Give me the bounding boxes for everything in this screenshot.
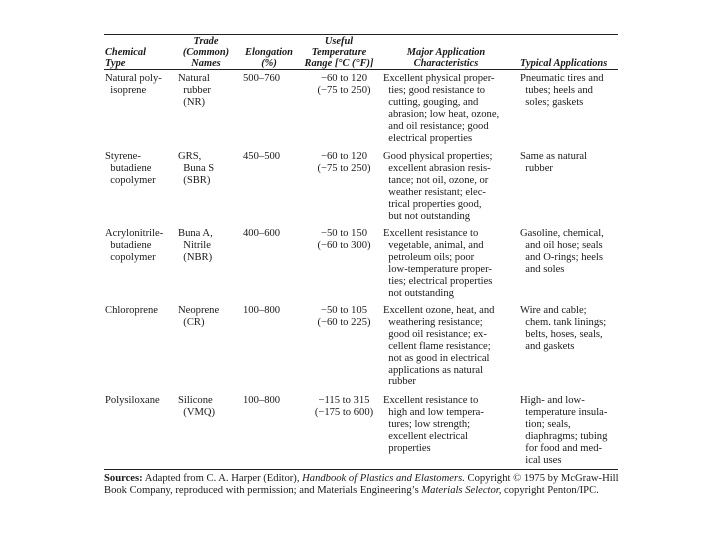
header-typical-applications [520, 58, 607, 69]
header-line: (Common) [182, 47, 230, 58]
cell-temperature: −115 to 315 (−175 to 600) [314, 395, 374, 418]
cell-chemical-type: Styrene- butadiene copolymer [105, 151, 156, 186]
cell-characteristics: Excellent ozone, heat, and weathering resistance; good oil resistance; ex- cellent flame resistance; not as good in electrical applications as natural rubber [383, 305, 495, 388]
sources-book-title: Handbook of Plastics and Elastomers. [302, 473, 465, 484]
header-temperature-range [297, 36, 381, 69]
cell-chemical-type: Natural poly- isoprene [105, 73, 162, 96]
cell-chemical-type: Acrylonitrile- butadiene copolymer [105, 228, 164, 263]
cell-characteristics: Excellent resistance to high and low tempera- tures; low strength; excellent electrical properties [383, 395, 484, 454]
cell-chemical-type: Chloroprene [105, 305, 158, 316]
sources-selector-title: Materials Selector, [421, 485, 502, 497]
sources-text: Adapted from C. A. Harper (Editor), [142, 473, 303, 484]
header-line: Trade [193, 36, 219, 47]
header-line: Chemical [105, 47, 146, 58]
header-line: Major Application [406, 47, 486, 58]
table-bottom-rule [104, 469, 618, 470]
header-trade-names [174, 36, 238, 69]
cell-applications: Wire and cable; chem. tank linings; belts, hoses, seals, and gaskets [520, 305, 607, 352]
cell-chemical-type: Polysiloxane [105, 395, 160, 406]
cell-temperature: −50 to 105 (−60 to 225) [317, 305, 371, 328]
header-elongation [238, 47, 300, 69]
cell-trade-names: Silicone (VMQ) [178, 395, 216, 418]
sources-footnote [104, 473, 624, 498]
cell-elongation: 450–500 [243, 151, 281, 162]
cell-temperature: −60 to 120 (−75 to 250) [317, 151, 371, 174]
sources-text: copyright Penton/IPC. [501, 485, 599, 497]
cell-temperature: −60 to 120 (−75 to 250) [317, 73, 371, 96]
cell-temperature: −50 to 150 (−60 to 300) [317, 228, 371, 251]
table-top-rule [104, 34, 618, 35]
cell-trade-names: Natural rubber (NR) [178, 73, 211, 108]
header-line: (%) [261, 58, 277, 69]
cell-trade-names: Buna A, Nitrile (NBR) [178, 228, 213, 263]
header-line: Range [°C (°F)] [304, 58, 374, 69]
header-line: Elongation [245, 47, 293, 58]
header-chemical-type [105, 47, 146, 69]
header-line: Type [105, 58, 126, 69]
cell-characteristics: Excellent resistance to vegetable, animal, and petroleum oils; poor low-temperature proper- ties; electrical properties not outstanding [383, 228, 493, 299]
cell-trade-names: Neoprene (CR) [178, 305, 220, 328]
cell-characteristics: Good physical properties; excellent abrasion resis- tance; not oil, ozone, or weather resistant; elec- trical properties good, but not outstanding [383, 151, 493, 222]
sources-label: Sources: [104, 473, 143, 484]
cell-elongation: 400–600 [243, 228, 281, 239]
sources-text: Copyright © 1975 by McGraw-Hill Book Company, reproduced with permission; and Materials Engineering’s [104, 473, 619, 497]
header-line: Temperature [311, 47, 367, 58]
cell-applications: Same as natural rubber [520, 151, 588, 174]
cell-characteristics: Excellent physical proper- ties; good resistance to cutting, gouging, and abrasion; low heat, ozone, and oil resistance; good electrical properties [383, 73, 500, 144]
cell-applications: High- and low- temperature insula- tion; seals, diaphragms; tubing for food and med- ical uses [520, 395, 608, 466]
header-line: Characteristics [413, 58, 479, 69]
cell-trade-names: GRS, Buna S (SBR) [178, 151, 215, 186]
cell-elongation: 100–800 [243, 395, 281, 406]
cell-applications: Gasoline, chemical, and oil hose; seals and O-rings; heels and soles [520, 228, 604, 275]
header-line: Typical Applications [520, 58, 608, 69]
header-line: Useful [324, 36, 354, 47]
cell-elongation: 100–800 [243, 305, 281, 316]
header-characteristics [386, 47, 506, 69]
cell-elongation: 500–760 [243, 73, 281, 84]
header-bottom-rule [104, 69, 618, 70]
header-line: Names [191, 58, 221, 69]
cell-applications: Pneumatic tires and tubes; heels and soles; gaskets [520, 73, 604, 108]
